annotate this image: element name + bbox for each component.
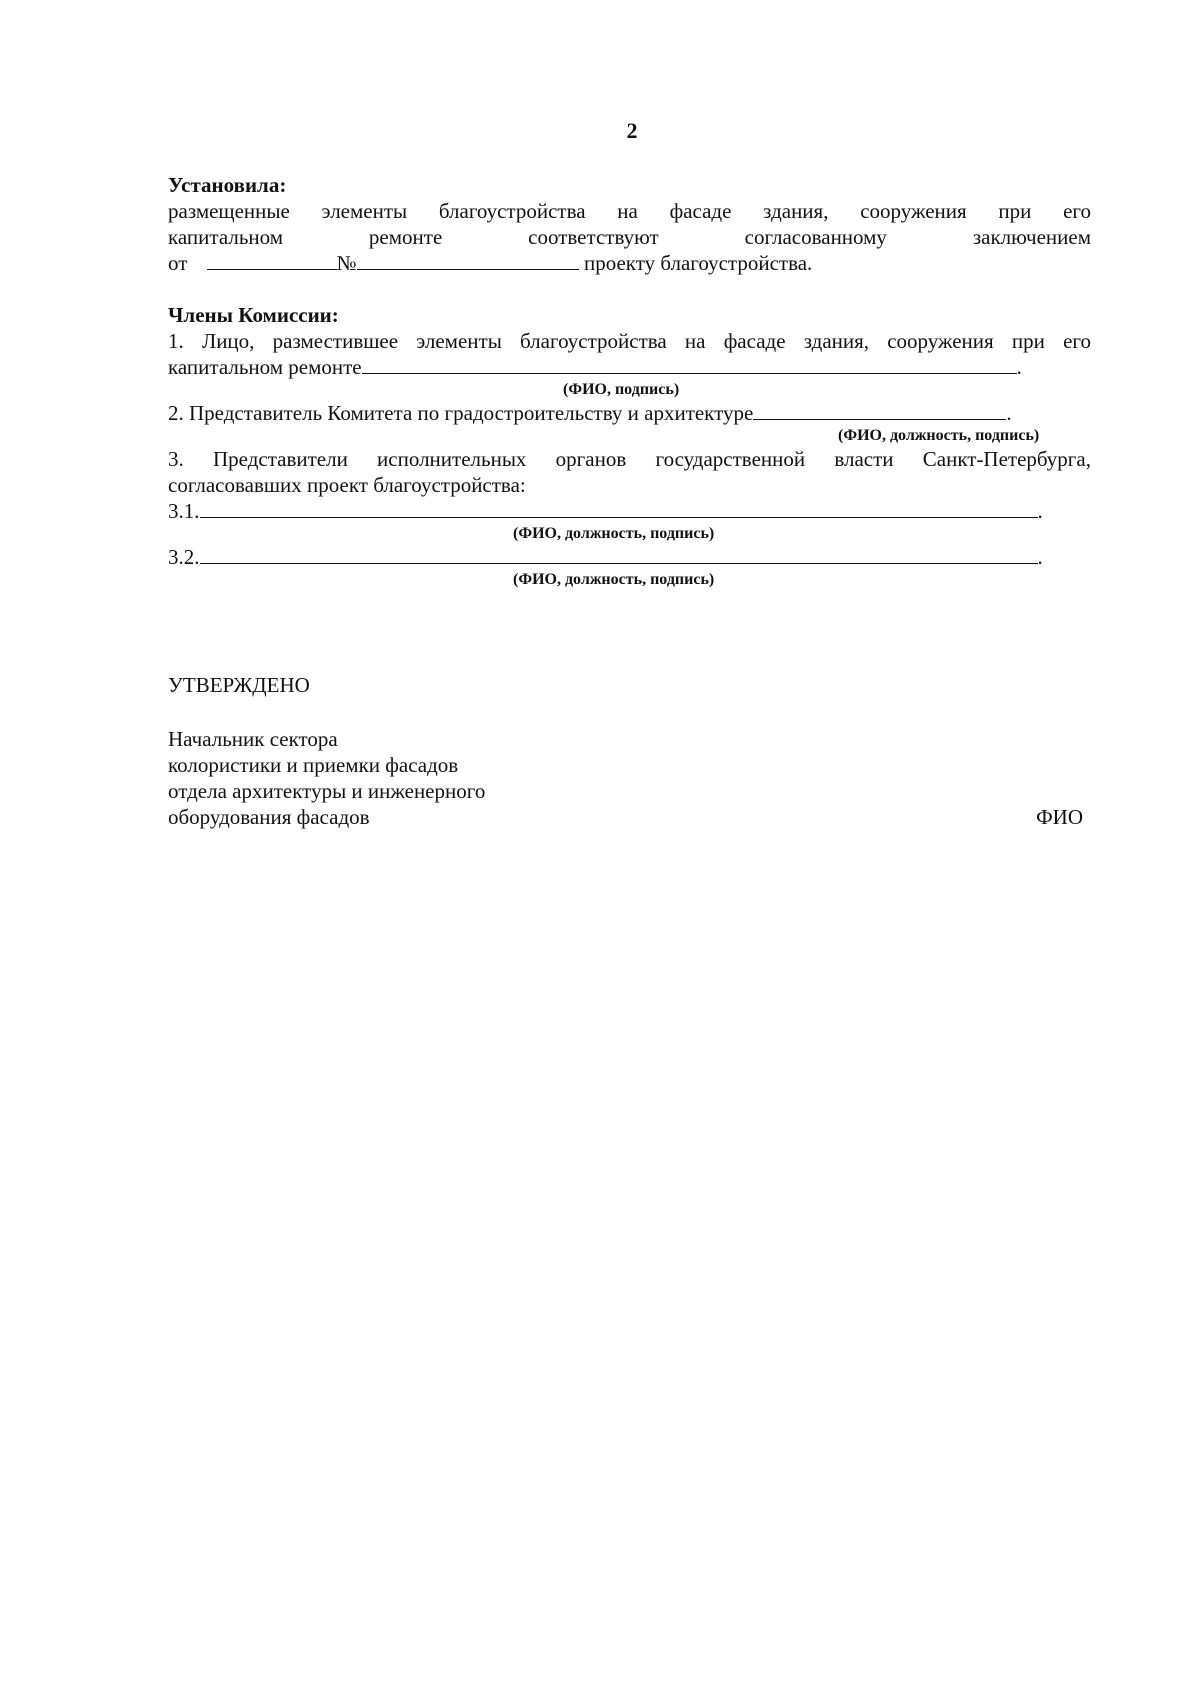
established-line-2: капитальном ремонте соответствуют согласованному заключением bbox=[168, 225, 1091, 249]
member-3-2-period: . bbox=[1037, 545, 1043, 569]
member-1-signature-blank[interactable] bbox=[362, 355, 1017, 374]
approval-section bbox=[168, 672, 1091, 830]
member-3-2-signature-blank[interactable] bbox=[200, 545, 1038, 564]
established-line-3 bbox=[168, 250, 1091, 276]
number-sign: № bbox=[336, 251, 357, 275]
member-1-line-2 bbox=[168, 354, 1091, 380]
member-2-period: . bbox=[1006, 401, 1012, 425]
number-blank[interactable] bbox=[357, 251, 579, 270]
page-number: 2 bbox=[626, 118, 638, 143]
approver-position-line-4: оборудования фасадов bbox=[168, 805, 370, 829]
member-2-line bbox=[168, 400, 1091, 426]
approver-position-line-2: колористики и приемки фасадов bbox=[168, 753, 459, 777]
project-text: проекту благоустройства. bbox=[583, 251, 813, 275]
approver-position-line-1: Начальник сектора bbox=[168, 727, 338, 751]
member-3-line-1: 3. Представители исполнительных органов государственной власти Санкт-Петербурга, bbox=[168, 447, 1091, 471]
approval-title: УТВЕРЖДЕНО bbox=[168, 673, 310, 697]
member-3-1-caption: (ФИО, должность, подпись) bbox=[513, 525, 715, 542]
established-heading: Установила: bbox=[168, 173, 287, 197]
commission-section bbox=[168, 302, 1091, 590]
member-1-period: . bbox=[1016, 355, 1022, 379]
member-3-1-signature-blank[interactable] bbox=[200, 499, 1038, 518]
date-blank[interactable] bbox=[207, 251, 337, 270]
member-1-text: капитальном ремонте bbox=[168, 355, 362, 379]
member-3-1-label: 3.1. bbox=[168, 499, 200, 523]
date-prefix: от bbox=[168, 251, 188, 275]
member-2-text: 2. Представитель Комитета по градостроительству и архитектуре bbox=[168, 401, 754, 425]
approver-signature-row bbox=[168, 804, 1091, 830]
member-3-2-caption: (ФИО, должность, подпись) bbox=[513, 571, 715, 588]
document-body bbox=[168, 172, 1091, 830]
member-3-line-2: согласовавших проект благоустройства: bbox=[168, 473, 526, 497]
established-line-1: размещенные элементы благоустройства на фасаде здания, сооружения при его bbox=[168, 199, 1091, 223]
commission-heading: Члены Комиссии: bbox=[168, 303, 339, 327]
established-section bbox=[168, 172, 1091, 276]
approver-name: ФИО bbox=[1036, 805, 1083, 829]
member-1-line-1: 1. Лицо, разместившее элементы благоустройства на фасаде здания, сооружения при его bbox=[168, 329, 1091, 353]
member-3-1-line bbox=[168, 498, 1091, 524]
member-2-caption: (ФИО, должность, подпись) bbox=[838, 427, 1040, 444]
member-3-2-line bbox=[168, 544, 1091, 570]
member-1-caption: (ФИО, подпись) bbox=[563, 381, 680, 398]
member-3-2-label: 3.2. bbox=[168, 545, 200, 569]
member-3-1-period: . bbox=[1037, 499, 1043, 523]
approver-position-line-3: отдела архитектуры и инженерного bbox=[168, 779, 486, 803]
member-2-signature-blank[interactable] bbox=[753, 401, 1006, 420]
